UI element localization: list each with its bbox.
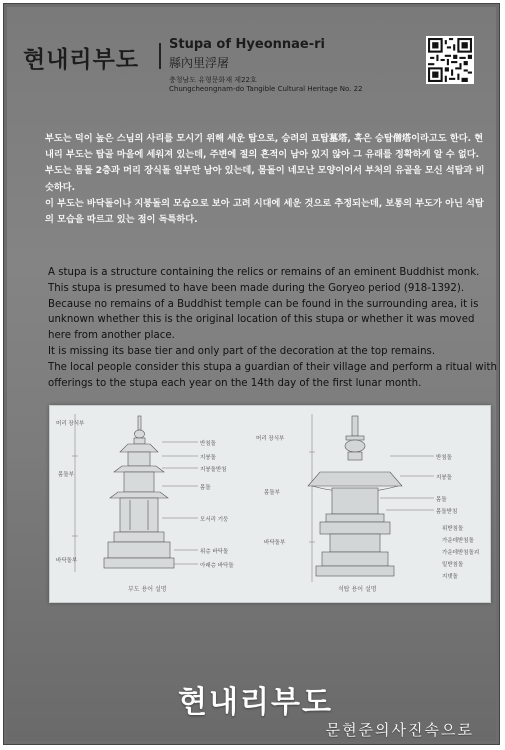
heritage-category-english: Chungcheongnam-do Tangible Cultural Heritage No. 22 — [169, 85, 363, 93]
diagram-label: 지붕돌받침 — [200, 467, 227, 473]
diagram-label: 가운데받침돌괴 — [442, 550, 480, 556]
heritage-category-korean: 충청남도 유형문화재 제22호 — [169, 76, 257, 84]
english-paragraph: The local people consider this stupa a guardian of their village and perform a ritual with offerings to the stupa each year on the 14th day of the first lunar month. — [48, 361, 497, 389]
stupa-illustration — [72, 414, 198, 572]
sign-title-korean: 현내리부도 — [23, 47, 140, 73]
english-description — [48, 265, 498, 391]
diagram-caption: 부도 용어 설명 — [128, 586, 167, 593]
diagram-label: 머리 장식부 — [56, 421, 85, 427]
diagram-label: 몸돌부 — [264, 490, 280, 496]
diagram-label: 머리 장식부 — [256, 436, 285, 442]
photo-credit: 문현준의사진속으로 — [325, 721, 474, 739]
photo-frame — [3, 3, 500, 745]
diagram-label: 반침돌 — [200, 441, 216, 447]
diagram-label: 받침돌 — [436, 455, 452, 461]
diagram-label: 지붕돌 — [436, 475, 452, 481]
information-sign — [7, 7, 496, 741]
sign-title-hanja: 縣內里浮屠 — [169, 56, 230, 70]
diagram-label: 지붕돌 — [200, 455, 216, 461]
english-paragraph: A stupa is a structure containing the relics or remains of an eminent Buddhist monk. This stupa is presumed to have been made during the Goryeo period (918-1392). Because no remains of a Buddhist temple can be found in the surrounding area, it is unknown whether this is the original location of this stupa or whether it was moved here from another place. — [48, 267, 480, 342]
pagoda-illustration — [308, 414, 434, 582]
diagram-label: 몸돌받침 — [436, 509, 458, 515]
diagram-label: 아래층 바닥돌 — [200, 563, 234, 569]
diagram-label: 몸돌부 — [58, 472, 74, 478]
korean-paragraph: 부도는 몸돌 2층과 머리 장식돌 일부만 남아 있는데, 몸돌이 네모난 모양이어서 부처의 유골을 모신 석탑과 비슷하다. — [45, 165, 485, 193]
english-paragraph: It is missing its base tier and only part of the decoration at the top remains. — [48, 345, 436, 357]
stupa-terminology-diagram — [49, 405, 491, 603]
korean-paragraph: 이 부도는 바닥돌이나 지붕돌의 모습으로 보아 고려 시대에 세운 것으로 추정되는데, 보통의 부도가 아닌 석탑의 모습을 따르고 있는 점이 독특하다. — [45, 197, 484, 226]
korean-description — [45, 131, 491, 228]
overlay-title: 현내리부도 — [178, 685, 333, 720]
qr-code-icon — [426, 36, 474, 84]
diagram-label: 바닥돌부 — [264, 540, 286, 546]
diagram-label: 몸돌 — [436, 497, 447, 503]
korean-paragraph: 부도는 덕이 높은 스님의 사리를 모시기 위해 세운 탑으로, 승려의 묘탑墓塔, 혹은 승탑僧塔이라고도 한다. 현내리 부도는 탑골 마을에 세워져 있는데, 주변에 절의 흔적이 남아 있지 않아 그 유래를 정확하게 알 수 없다. — [45, 133, 484, 161]
diagram-label: 지댓돌 — [442, 574, 458, 580]
diagram-label: 위받침돌 — [442, 526, 464, 532]
diagram-label: 밑받침돌 — [442, 562, 464, 568]
diagram-label: 위층 바닥돌 — [200, 549, 229, 555]
diagram-label: 가운데받침돌 — [442, 538, 474, 544]
title-divider — [159, 43, 161, 69]
diagram-label: 몸돌 — [200, 485, 211, 491]
diagram-caption: 석탑 용어 설명 — [338, 586, 377, 593]
diagram-label: 모서리 기둥 — [200, 517, 229, 523]
diagram-label: 바닥돌부 — [56, 558, 78, 564]
sign-title-english: Stupa of Hyeonnae-ri — [169, 37, 326, 52]
